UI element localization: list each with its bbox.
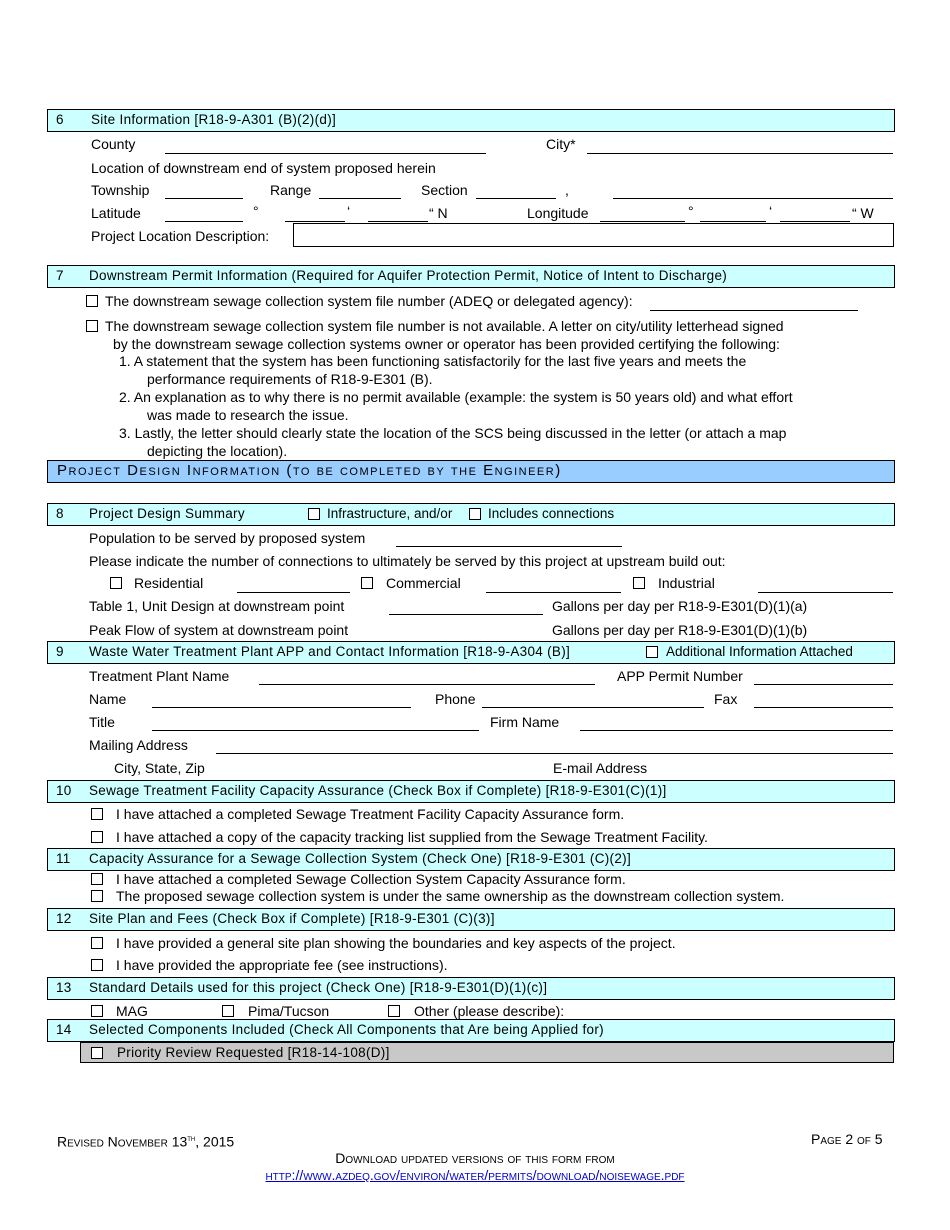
download-text: Download updated versions of this form from [335,1150,615,1166]
title-label: Title [89,714,115,730]
degree-symbol: ° [253,203,259,219]
section-6-header [47,109,895,132]
section-title: Sewage Treatment Facility Capacity Assurance (Check Box if Complete) [R18-9-E301(C)(1)] [89,783,667,798]
mag-checkbox[interactable] [91,1005,103,1017]
requirement-1-line1: 1. A statement that the system has been functioning satisfactorily for the last five years and meets the [119,353,747,369]
site-plan-checkbox[interactable] [91,937,103,949]
treatment-capacity-form-label: I have attached a completed Sewage Treatment Facility Capacity Assurance form. [116,806,625,822]
mag-label: MAG [116,1003,148,1019]
table1-label: Table 1, Unit Design at downstream point [89,598,345,614]
firm-name-input[interactable] [580,730,893,731]
plant-name-label: Treatment Plant Name [89,668,230,684]
commercial-checkbox[interactable] [361,577,373,589]
residential-input[interactable] [237,592,350,593]
requirement-2-line2: was made to research the issue. [147,407,349,423]
section-label: Section [421,182,468,198]
section-title: Selected Components Included (Check All Components that Are being Applied for) [89,1022,604,1037]
infrastructure-label: Infrastructure, and/or [327,506,453,521]
priority-review-row [80,1042,894,1063]
longitude-degrees-input[interactable] [600,221,685,222]
section-input[interactable] [476,198,556,199]
email-label: E-mail Address [553,760,648,776]
requirement-2-line1: 2. An explanation as to why there is no permit available (example: the system is 50 years old) and what effort [119,389,793,405]
plant-name-input[interactable] [259,684,595,685]
second-north-symbol: “ N [429,205,448,221]
longitude-minutes-input[interactable] [700,221,766,222]
population-input[interactable] [396,546,622,547]
peak-flow-label: Peak Flow of system at downstream point [89,622,349,638]
mailing-address-input[interactable] [216,753,893,754]
section-11-header [47,848,895,871]
second-west-symbol: “ W [852,205,874,221]
firm-name-label: Firm Name [490,714,560,730]
section-number: 11 [56,851,71,866]
project-design-banner [47,460,895,483]
site-plan-label: I have provided a general site plan showing the boundaries and key aspects of the project. [116,935,676,951]
same-ownership-label: The proposed sewage collection system is under the same ownership as the downstream collection system. [116,888,785,904]
latitude-label: Latitude [91,205,141,221]
section-14-header [47,1019,895,1042]
phone-label: Phone [435,691,476,707]
section-number: 9 [56,644,64,659]
minute-symbol: ‘ [769,203,773,219]
app-number-label: APP Permit Number [617,668,743,684]
section-title: Site Plan and Fees (Check Box if Complete) [R18-9-E301 (C)(3)] [89,911,495,926]
fax-label: Fax [714,691,738,707]
section-number: 7 [56,268,64,283]
section-number: 13 [56,980,72,995]
section-13-header [47,977,895,1000]
capacity-tracking-list-checkbox[interactable] [91,831,103,843]
infrastructure-checkbox[interactable] [308,508,320,520]
section-title: Capacity Assurance for a Sewage Collection System (Check One) [R18-9-E301 (C)(2)] [89,851,632,866]
additional-info-checkbox[interactable] [646,646,658,658]
page-number: Page 2 of 5 [811,1131,883,1147]
industrial-label: Industrial [658,575,715,591]
fee-checkbox[interactable] [91,959,103,971]
no-file-number-checkbox[interactable] [86,320,98,332]
longitude-label: Longitude [527,205,589,221]
gpd-b-label: Gallons per day per R18-9-E301(D)(1)(b) [552,622,808,638]
connections-instruction: Please indicate the number of connections to ultimately be served by this project at upstream build out: [89,553,726,569]
section-title: Waste Water Treatment Plant APP and Contact Information [R18-9-A304 (B)] [89,644,571,659]
industrial-input[interactable] [758,592,893,593]
table1-input[interactable] [389,614,543,615]
minute-symbol: ‘ [347,203,351,219]
other-label: Other (please describe): [414,1003,565,1019]
additional-info-label: Additional Information Attached [666,644,853,659]
longitude-seconds-input[interactable] [780,221,850,222]
industrial-checkbox[interactable] [633,577,645,589]
section-7-header [47,265,895,288]
app-number-input[interactable] [754,684,893,685]
revision-date [57,1131,234,1150]
other-checkbox[interactable] [388,1005,400,1017]
township-input[interactable] [165,198,243,199]
location-label: Location of downstream end of system proposed herein [91,160,436,176]
capacity-tracking-list-label: I have attached a copy of the capacity tracking list supplied from the Sewage Treatment Facility. [116,829,708,845]
banner-title: Project Design Information (to be completed by the Engineer) [57,462,562,479]
section-10-header [47,780,895,803]
section-8-header [47,503,895,526]
section-number: 12 [56,911,72,926]
range-input[interactable] [319,198,401,199]
population-label: Population to be served by proposed system [89,530,366,546]
download-link[interactable]: http://www.azdeq.gov/environ/water/permits/download/noisewage.pdf [265,1167,685,1183]
county-label: County [91,136,136,152]
title-input[interactable] [152,730,479,731]
file-number-input[interactable] [650,310,858,311]
section-number: 8 [56,506,64,521]
section-number: 14 [56,1022,72,1037]
project-location-input[interactable] [293,223,894,247]
section-extra-input[interactable] [613,198,893,199]
section-number: 10 [56,783,72,798]
latitude-minutes-input[interactable] [285,221,345,222]
residential-checkbox[interactable] [110,577,122,589]
section-title: Site Information [R18-9-A301 (B)(2)(d)] [91,112,337,127]
latitude-seconds-input[interactable] [368,221,428,222]
revision-text: Revised November 13 [57,1133,188,1150]
includes-connections-checkbox[interactable] [469,508,481,520]
no-file-number-label-line2: by the downstream sewage collection systems owner or operator has been provided certifying the following: [113,336,780,352]
requirement-1-line2: performance requirements of R18-9-E301 (B). [147,371,433,387]
file-number-label: The downstream sewage collection system file number (ADEQ or delegated agency): [105,293,633,309]
township-label: Township [91,182,150,198]
requirement-3-line1: 3. Lastly, the letter should clearly state the location of the SCS being discussed in the letter (or attach a map [119,425,787,441]
commercial-label: Commercial [386,575,461,591]
county-input[interactable] [165,153,486,154]
name-label: Name [89,691,127,707]
fax-input[interactable] [754,707,893,708]
priority-review-checkbox[interactable] [91,1047,103,1059]
city-input[interactable] [587,153,893,154]
revision-year: , 2015 [195,1133,235,1150]
city-state-zip-label: City, State, Zip [114,760,205,776]
section-12-header [47,908,895,931]
pima-tucson-checkbox[interactable] [222,1005,234,1017]
city-label: City* [546,136,576,152]
section-title: Standard Details used for this project (Check One) [R18-9-E301(D)(1)(c)] [89,980,548,995]
phone-input[interactable] [482,707,704,708]
no-file-number-label-line1: The downstream sewage collection system file number is not available. A letter on city/utility letterhead signed [105,318,784,334]
collection-capacity-form-checkbox[interactable] [91,873,103,885]
range-label: Range [270,182,312,198]
section-number: 6 [56,112,64,127]
section-title: Downstream Permit Information (Required for Aquifer Protection Permit, Notice of Intent to Discharge) [89,268,728,283]
name-input[interactable] [152,707,411,708]
same-ownership-checkbox[interactable] [91,890,103,902]
priority-review-label: Priority Review Requested [R18-14-108(D)] [117,1045,390,1060]
requirement-3-line2: depicting the location). [147,443,288,459]
revision-superscript: th [187,1134,196,1143]
degree-symbol: ° [688,203,694,219]
commercial-input[interactable] [486,592,621,593]
fee-label: I have provided the appropriate fee (see instructions). [116,957,448,973]
includes-connections-label: Includes connections [488,506,615,521]
file-number-checkbox[interactable] [86,295,98,307]
comma: , [565,182,569,198]
gpd-a-label: Gallons per day per R18-9-E301(D)(1)(a) [552,598,808,614]
project-location-label: Project Location Description: [91,228,270,244]
collection-capacity-form-label: I have attached a completed Sewage Collection System Capacity Assurance form. [116,871,626,887]
treatment-capacity-form-checkbox[interactable] [91,808,103,820]
section-9-header [47,641,895,664]
section-title: Project Design Summary [89,506,245,521]
pima-tucson-label: Pima/Tucson [248,1003,330,1019]
residential-label: Residential [134,575,204,591]
latitude-degrees-input[interactable] [165,221,243,222]
mailing-address-label: Mailing Address [89,737,188,753]
